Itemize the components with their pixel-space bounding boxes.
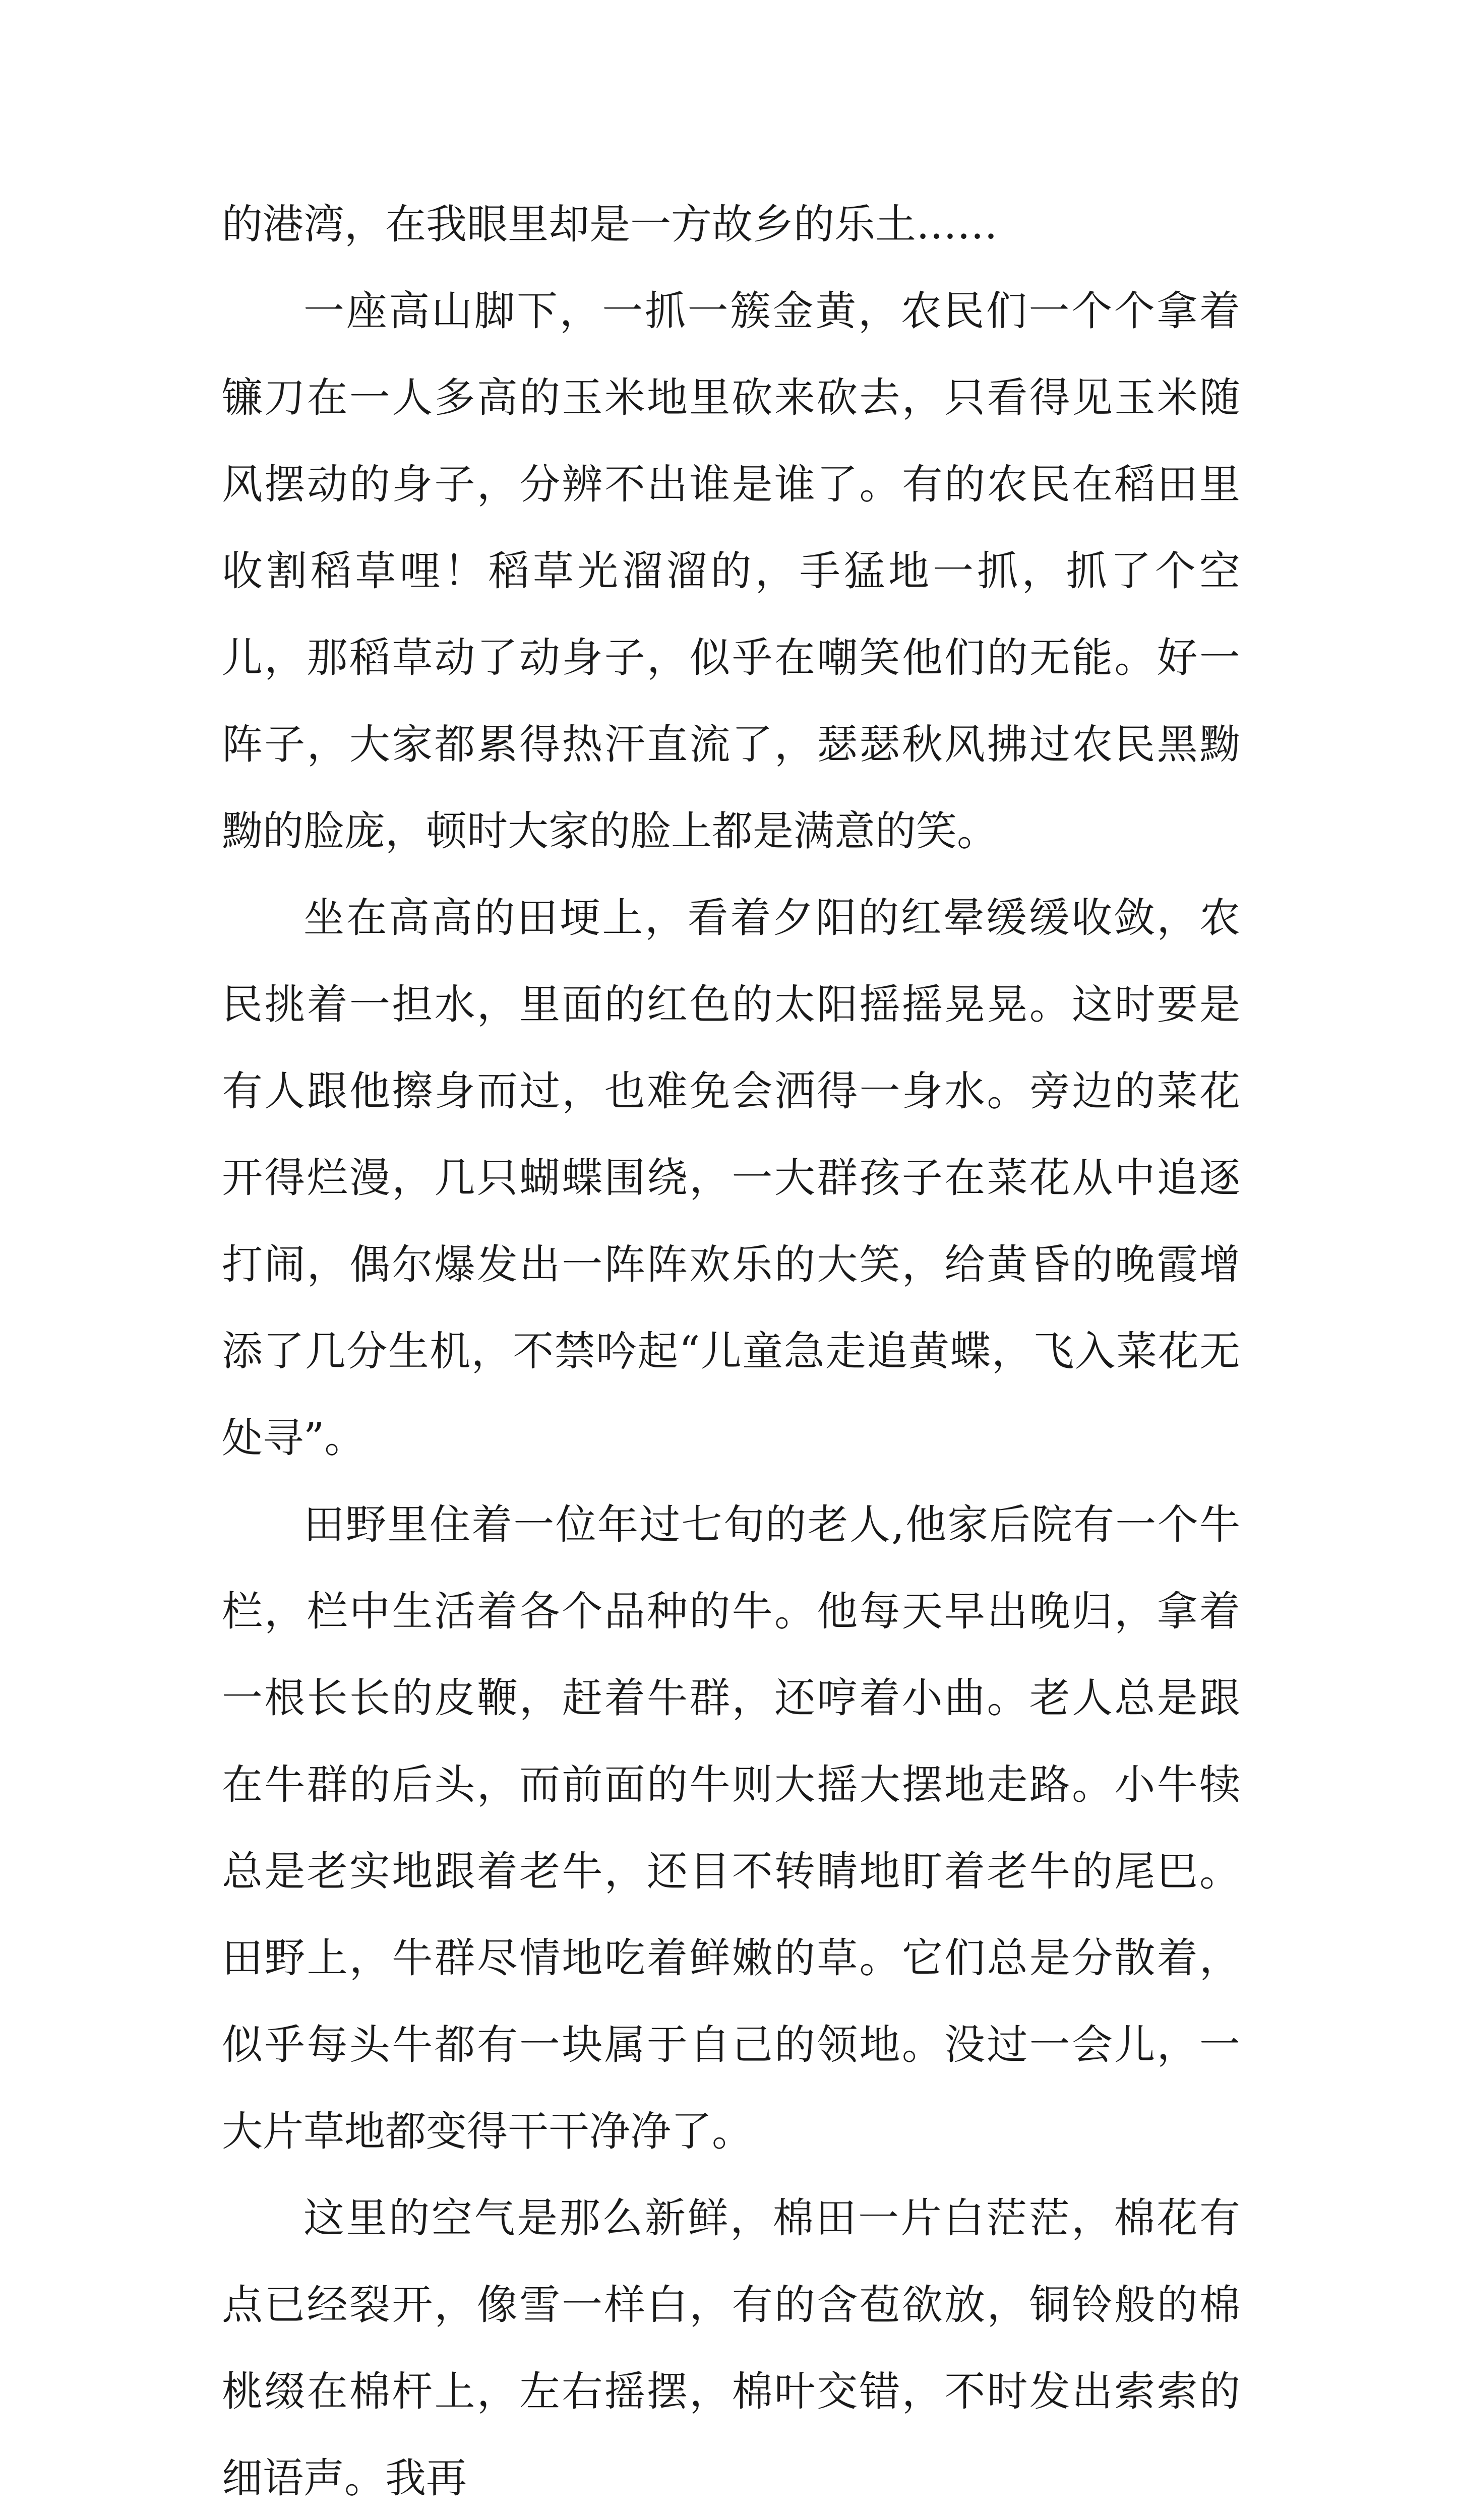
body-text bbox=[222, 181, 1240, 2520]
paragraph-2: 一座高山脚下，一抓一簇金黄，农民们一个个拿着镰刀在一人多高的玉米地里砍来砍去，只看得见玉米随风摆动的身子，分辨不出谁是谁了。有的农民在稻田里收割稻草哩！稻草光溜溜的，手猛地一抓，抓了个空儿，那稻草动了动身子，似乎在嘲笑他们的无能。好一阵子，大家都累得热汗直流了，瑟瑟秋风拂过农民黑黝黝的脸庞，顿时大家的脸上都是满意的笑。 bbox=[222, 288, 1240, 855]
paragraph-4: 田野里住着一位年过七旬的老人,他家后院有一个牛栏，栏中生活着各个品种的牛。他每天早出晚归，拿着一根长长的皮鞭，赶着牛群，还哼着小曲。老人总是跟在牛群的后头，而前面的牛则大摇大摆地走路。小牛犊总是老实地跟着老牛，还目不转睛地盯着老牛的尾巴。田野上，牛群尽情地吃着鲜嫩的草。它们总是分散着，似乎每头牛都有一块属于自己的领地。没过一会儿，一大片草地都变得干干净净了。 bbox=[222, 1501, 1240, 2156]
paragraph-5: 这里的空气是那么新鲜，棉田一片白茫茫，棉花有点已经裂开，像雪一样白，有的含苞欲放，铜铃般的棉桃缀在棉杆上，左右摇摆，棉叶交错，不时发出索索的细语声。我再 bbox=[222, 2195, 1240, 2502]
paragraph-1: 的港湾，在我眼里却是一方故乡的乐土…… bbox=[222, 201, 998, 248]
paragraph-3: 坐在高高的田埂上，看着夕阳的红晕缓缓收敛，农民挑着一担水，里面的红色的太阳摇摇晃晃。这时要是有人跟他擦身而过，也难免会洒得一身水。旁边的菜花开得烂漫，几只蝴蝶围绕，一大群孩子在菜花从中追逐打闹，偶尔爆发出一阵阵欢乐的大笑，给黄昏的晚霞增添了几分生机，不禁吟起“儿童急走追黄蝶，飞入菜花无处寻”。 bbox=[222, 895, 1240, 1462]
